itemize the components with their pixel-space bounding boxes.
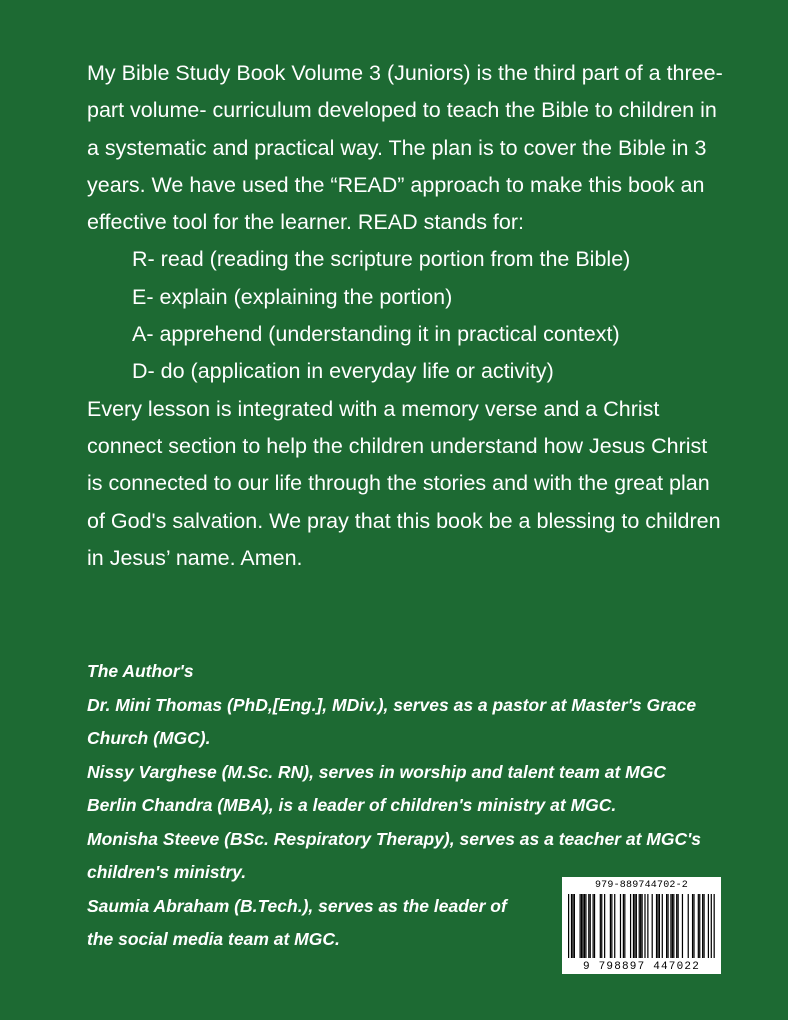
author-entry: Saumia Abraham (B.Tech.), serves as the leader of [87,895,507,916]
barcode-bar [581,894,582,958]
barcode-bar [693,894,694,958]
barcode-bar [678,894,679,958]
barcode-bar [636,894,637,958]
barcode-bar [604,894,605,958]
author-entry: Monisha Steeve (BSc. Respiratory Therapy), serves as a teacher at MGC's children's ministry. [87,828,701,882]
barcode-bar [702,894,703,958]
barcode-bar [630,894,631,958]
authors-heading: The Author's [87,661,194,681]
read-item-r: R- read (reading the scripture portion from the Bible) [132,247,631,272]
barcode-bar [594,894,595,958]
barcode-bar [699,894,700,958]
read-item-a: A- apprehend (understanding it in practical context) [132,322,620,347]
lesson-paragraph: Every lesson is integrated with a memory verse and a Christ connect section to help the children understand how Jesus Christ is connected to our life through the stories and with the great plan of God's salvation. We pray that this book be a blessing to children in Jesus’ name. Amen. [87,396,721,570]
barcode-bar [657,894,658,958]
read-item-d: D- do (application in everyday life or activity) [132,359,554,384]
barcode-bar [620,894,621,958]
barcode-bar [593,894,594,958]
barcode-bar [640,894,641,958]
barcode-bar [666,894,667,958]
barcode-bar [584,894,585,958]
barcode-bar [634,894,635,958]
barcode-bar [708,894,709,958]
barcode-bar [647,894,648,958]
barcode-bar [614,894,615,958]
author-entry: the social media team at MGC. [87,929,340,949]
author-entry: Berlin Chandra (MBA), is a leader of children's ministry at MGC. [87,795,617,815]
barcode-bar [633,894,634,958]
barcode-bar [572,894,573,958]
barcode-bar [610,894,611,958]
barcode-bar [624,894,625,958]
barcode-digits: 9 798897 447022 [582,961,701,973]
barcode-bar [688,894,689,958]
barcode-bar [571,894,572,958]
barcode-bar [676,894,677,958]
barcode-bar [652,894,653,958]
barcode-bar [673,894,674,958]
barcode-bar [611,894,612,958]
barcode-bar [662,894,663,958]
barcode-bar [703,894,704,958]
barcode-bar [714,894,715,958]
description-block [87,55,727,577]
barcode-bar [580,894,581,958]
author-entry: Dr. Mini Thomas (PhD,[Eng.], MDiv.), serves as a pastor at Master's Grace Church (MGC). [87,694,697,748]
author-entry: Nissy Varghese (M.Sc. RN), serves in worship and talent team at MGC [87,761,666,782]
barcode-bar [659,894,660,958]
barcode-bar [601,894,602,958]
barcode-bars [568,894,715,958]
barcode-bar [623,894,624,958]
intro-paragraph: My Bible Study Book Volume 3 (Juniors) is the third part of a three-part volume- curriculum developed to teach the Bible to children in a systematic and practical way. The plan is to cover the Bible in 3 years. We have used the “READ” approach to make this book an effective tool for the learner. READ stands for: [87,61,723,235]
barcode-bar [692,894,693,958]
barcode-bar [672,894,673,958]
barcode-bar [588,894,589,958]
barcode-bar [698,894,699,958]
read-item-e: E- explain (explaining the portion) [132,284,453,309]
barcode-bar [582,894,583,958]
barcode-bar [711,894,712,958]
barcode-bar [667,894,668,958]
barcode-bar [590,894,591,958]
isbn-barcode [562,877,721,974]
barcode-bar [574,894,575,958]
barcode-bar [639,894,640,958]
isbn-number: 979-889744702-2 [594,880,688,891]
barcode-bar [642,894,643,958]
barcode-bar [644,894,645,958]
barcode-bar [585,894,586,958]
barcode-bar [600,894,601,958]
barcode-bar [656,894,657,958]
barcode-bar [568,894,569,958]
barcode-bar [682,894,683,958]
barcode-bar [670,894,671,958]
